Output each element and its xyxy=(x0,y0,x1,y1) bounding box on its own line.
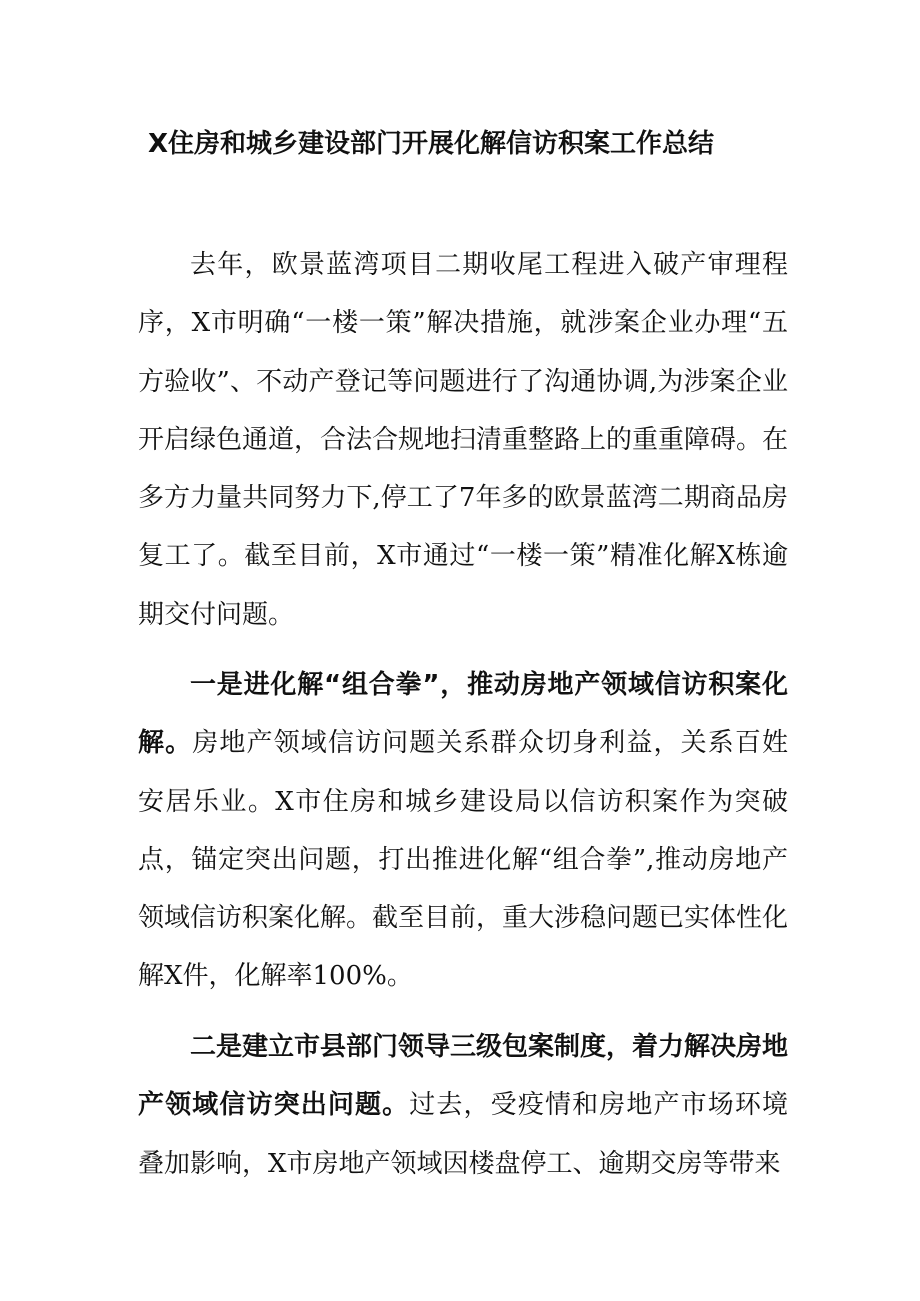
paragraph-point-two-heading: 二是建立市县部门领导三级包案制度，着力解决房地产领域信访突出问题。 xyxy=(138,1032,789,1121)
paragraph-point-one xyxy=(138,656,788,1006)
paragraph-point-two xyxy=(138,1018,788,1193)
paragraph-point-one-heading: 一是进化解“组合拳”，推动房地产领域信访积案化解。 xyxy=(138,670,788,759)
paragraph-intro xyxy=(138,236,788,644)
document-title: X住房和城乡建设部门开展化解信访积案工作总结 xyxy=(148,129,715,159)
paragraph-point-one-text: 房地产领域信访问题关系群众切身利益，关系百姓安居乐业。X市住房和城乡建设局以信访积案作为突破点，锚定突出问题，打出推进化解“组合拳”,推动房地产领域信访积案化解。截至目前，重大涉稳问题已实体性化解X件，化解率100%。 xyxy=(138,728,789,992)
paragraph-intro-text: 去年，欧景蓝湾项目二期收尾工程进入破产审理程序，X市明确“一楼一策”解决措施，就涉案企业办理“五方验收”、不动产登记等问题进行了沟通协调,为涉案企业开启绿色通道，合法合规地扫清重整路上的重重障碍。在多方力量共同努力下,停工了7年多的欧景蓝湾二期商品房复工了。截至目前，X市通过“一楼一策”精准化解X栋逾期交付问题。 xyxy=(138,250,789,630)
paragraph-point-two-text: 过去，受疫情和房地产市场环境叠加影响，X市房地产领域因楼盘停工、逾期交房等带来 xyxy=(138,1090,788,1179)
